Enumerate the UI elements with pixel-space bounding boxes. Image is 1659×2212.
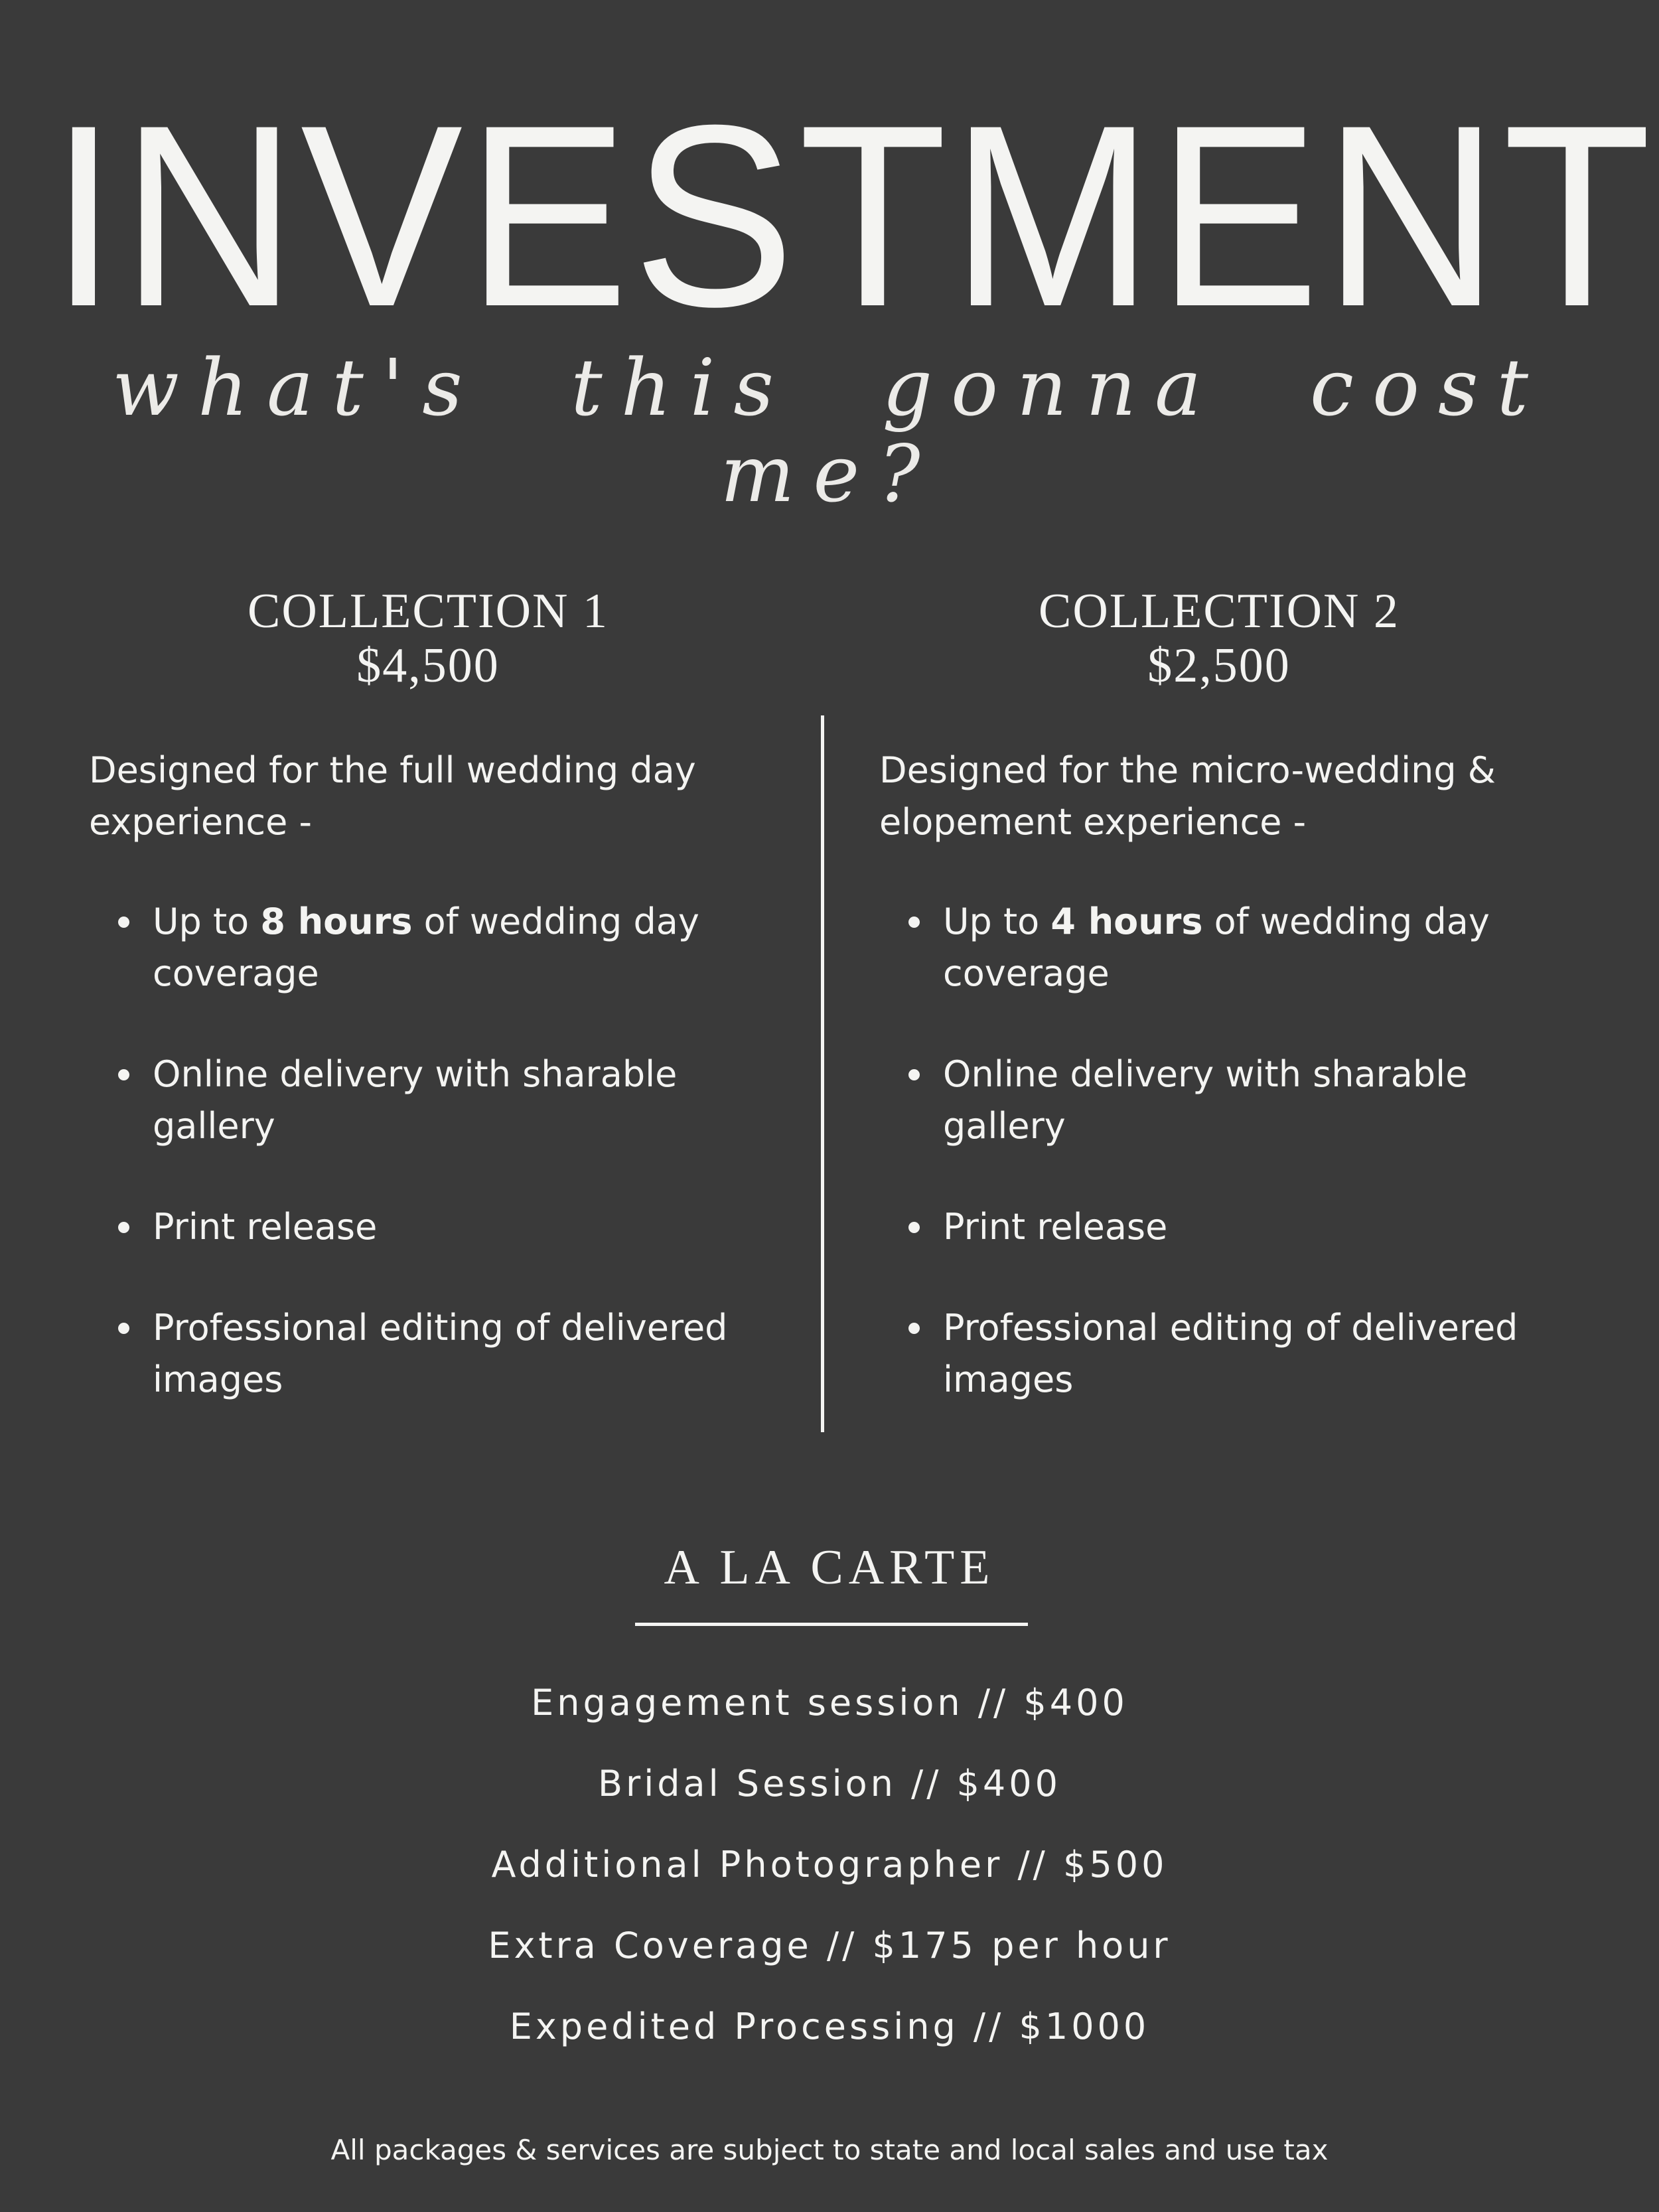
feature-text: Online delivery with sharable gallery [153, 1053, 678, 1147]
bullet-icon [118, 1069, 129, 1080]
feature-item [89, 1049, 779, 1152]
feature-text: Print release [153, 1206, 378, 1248]
feature-item [89, 1201, 779, 1253]
feature-text: Up to [943, 901, 1051, 942]
feature-text: Professional editing of delivered images [943, 1307, 1518, 1400]
feature-text: of wedding day coverage [153, 901, 699, 994]
feature-text: Professional editing of delivered images [153, 1307, 728, 1400]
bullet-icon [908, 1222, 920, 1233]
collection-1-price: $4,500 [356, 638, 500, 693]
feature-text: Print release [943, 1206, 1168, 1248]
page-subtitle: what's this gonna cost me? [111, 342, 1548, 520]
feature-item [89, 1302, 779, 1406]
collection-2-heading [954, 584, 1484, 693]
collection-2-intro: Designed for the micro-wedding & elopement experience - [879, 749, 1496, 843]
collection-1-name: COLLECTION 1 [248, 584, 609, 638]
feature-text: Up to [153, 901, 261, 942]
alacarte-underline [635, 1623, 1028, 1626]
tax-footnote: All packages & services are subject to state and local sales and use tax [330, 2134, 1329, 2166]
feature-item [879, 896, 1569, 999]
collection-1-heading [163, 584, 693, 693]
feature-text: of wedding day coverage [943, 901, 1490, 994]
collection-2-details [879, 745, 1569, 1455]
bullet-icon [118, 917, 129, 928]
alacarte-item: Bridal Session // $400 [598, 1763, 1061, 1805]
collection-1-details [89, 745, 779, 1455]
alacarte-list [0, 1662, 1659, 2067]
collection-2-price: $2,500 [1147, 638, 1291, 693]
feature-item [879, 1302, 1569, 1406]
collection-2-features [879, 896, 1569, 1406]
alacarte-item: Additional Photographer // $500 [491, 1844, 1168, 1885]
bullet-icon [118, 1222, 129, 1233]
bullet-icon [908, 917, 920, 928]
page-title: INVESTMENT [50, 71, 1656, 360]
bullet-icon [908, 1069, 920, 1080]
feature-item [879, 1201, 1569, 1253]
column-divider [821, 715, 824, 1432]
feature-bold-text: 8 hours [260, 901, 413, 942]
alacarte-item: Expedited Processing // $1000 [509, 2006, 1150, 2047]
bullet-icon [118, 1323, 129, 1334]
collection-2-name: COLLECTION 2 [1039, 584, 1400, 638]
collection-1-intro: Designed for the full wedding day experience - [89, 749, 696, 843]
alacarte-item: Extra Coverage // $175 per hour [488, 1925, 1171, 1966]
feature-bold-text: 4 hours [1050, 901, 1203, 942]
alacarte-item: Engagement session // $400 [531, 1682, 1128, 1724]
feature-item [89, 896, 779, 999]
alacarte-heading: A LA CARTE [664, 1540, 995, 1595]
bullet-icon [908, 1323, 920, 1334]
collection-1-features [89, 896, 779, 1406]
feature-text: Online delivery with sharable gallery [943, 1053, 1468, 1147]
feature-item [879, 1049, 1569, 1152]
